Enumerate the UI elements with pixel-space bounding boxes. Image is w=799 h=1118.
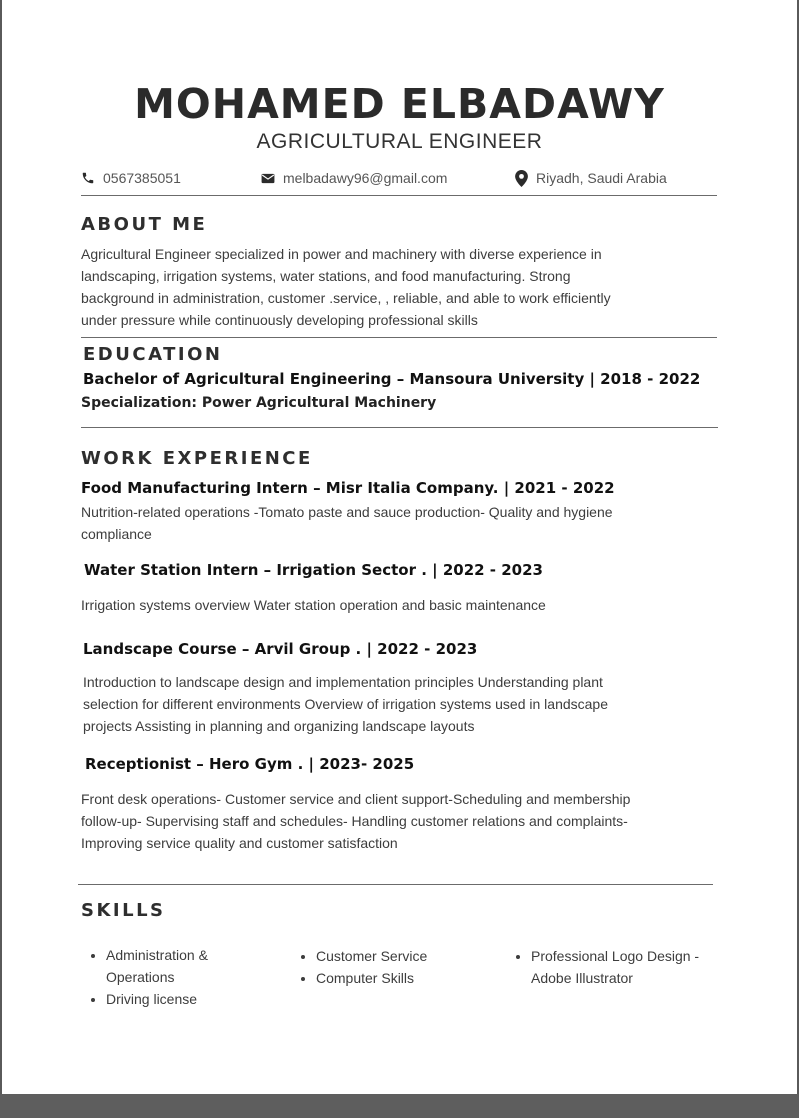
skill-item: • Driving license [106,988,252,1010]
about-heading: ABOUT ME [81,214,208,235]
about-line: Agricultural Engineer specialized in power and machinery with diverse experience in [81,246,602,262]
candidate-title: AGRICULTURAL ENGINEER [256,130,543,153]
contact-email [261,169,447,187]
work-divider [78,884,713,885]
phone-number: 0567385051 [103,170,181,186]
job-line: follow-up- Supervising staff and schedules- Handling customer relations and complaints- [81,813,628,829]
job-line: selection for different environments Overview of irrigation systems used in landscape [83,696,608,712]
work-heading: WORK EXPERIENCE [81,448,313,469]
job-title: Food Manufacturing Intern – Misr Italia Company. | 2021 - 2022 [81,479,615,497]
job-description [83,671,723,737]
job-line: Improving service quality and customer satisfaction [81,835,398,851]
skills-column-3 [507,945,722,989]
job-description [81,788,721,854]
skills-heading: SKILLS [81,900,166,921]
job-title: Receptionist – Hero Gym . | 2023- 2025 [85,755,415,773]
job-title: Landscape Course – Arvil Group . | 2022 - 2023 [83,640,478,658]
education-divider [81,427,718,428]
about-line: background in administration, customer .service, , reliable, and able to work efficiently [81,290,611,306]
education-degree: Bachelor of Agricultural Engineering – Mansoura University | 2018 - 2022 [83,370,701,388]
location-pin-icon [515,170,528,187]
skills-column-1 [82,944,252,1010]
about-text [81,243,721,331]
skill-item: • Administration & Operations [106,944,252,988]
about-line: under pressure while continuously developing professional skills [81,312,478,328]
job-line: Front desk operations- Customer service and client support-Scheduling and membership [81,791,631,807]
job-description [81,501,721,545]
email-address: melbadawy96@gmail.com [283,170,448,186]
skills-column-2 [292,945,482,989]
job-line: Irrigation systems overview Water station operation and basic maintenance [81,597,546,613]
contact-location [515,169,667,187]
education-heading: EDUCATION [83,344,223,365]
skill-item: • Computer Skills [316,967,482,989]
location-text: Riyadh, Saudi Arabia [536,170,667,186]
phone-icon [81,171,95,185]
skill-item: • Customer Service [316,945,482,967]
job-title: Water Station Intern – Irrigation Sector . | 2022 - 2023 [84,561,543,579]
candidate-name: MOHAMED ELBADAWY [134,80,665,128]
about-divider [81,337,717,338]
header-divider [81,195,717,196]
job-line: Nutrition-related operations -Tomato paste and sauce production- Quality and hygiene [81,504,613,520]
job-line: projects Assisting in planning and organizing landscape layouts [83,718,475,734]
job-description [81,594,721,616]
about-line: landscaping, irrigation systems, water stations, and food manufacturing. Strong [81,268,571,284]
footer-bar [0,1094,799,1118]
education-specialization: Specialization: Power Agricultural Machinery [81,395,437,411]
job-line: Introduction to landscape design and implementation principles Understanding plant [83,674,603,690]
mail-icon [261,173,275,184]
job-line: compliance [81,526,152,542]
skill-item: • Professional Logo Design - Adobe Illustrator [531,945,722,989]
contact-phone [81,169,181,187]
page-border-left [0,0,2,1118]
